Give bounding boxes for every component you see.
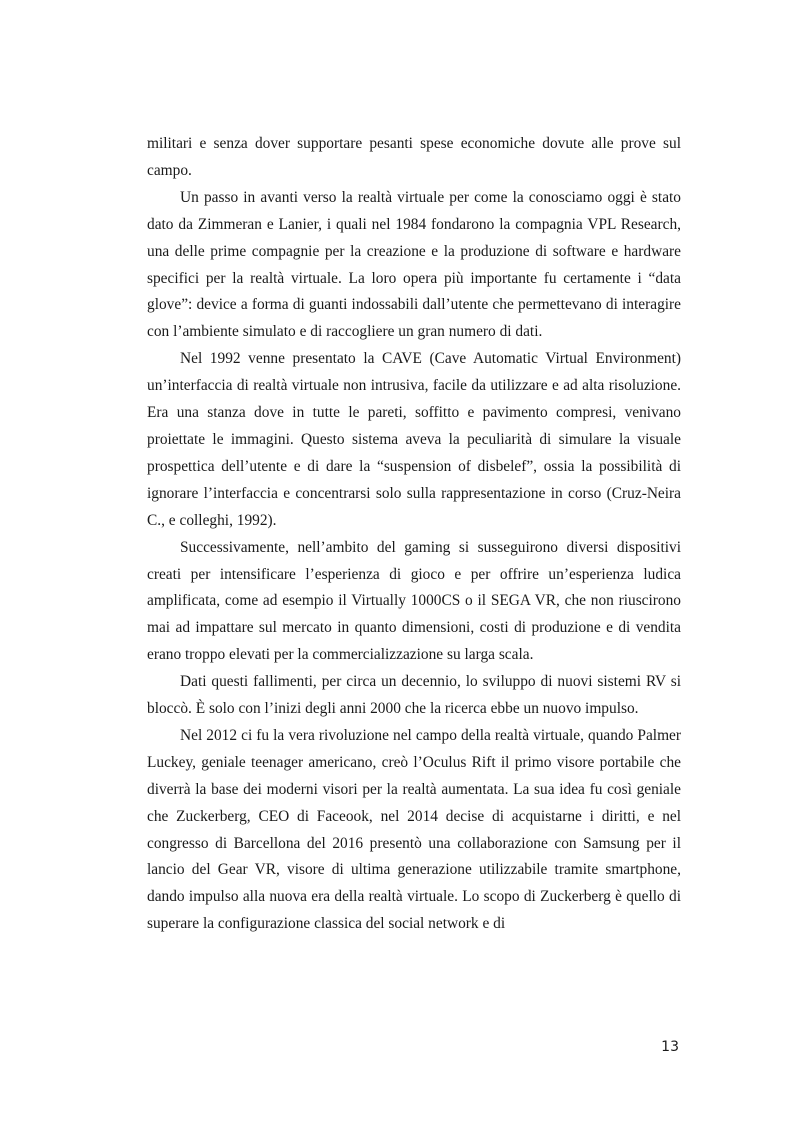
paragraph-vpl-research: Un passo in avanti verso la realtà virtuale per come la conosciamo oggi è stato dato da Zimmeran e Lanier, i quali nel 1984 fondarono la compagnia VPL Research, una delle prime compagnie per la creazione e la produzione di software e hardware specifici per la realtà virtuale. La loro opera più importante fu certamente i “data glove”: device a forma di guanti indossabili dall’utente che permettevano di interagire con l’ambiente simulato e di raccogliere un gran numero di dati. <box>147 188 681 341</box>
body-text <box>147 131 681 938</box>
paragraph-continued: militari e senza dover supportare pesanti spese economiche dovute alle prove sul campo. <box>147 135 681 179</box>
paragraph-failures: Dati questi fallimenti, per circa un decennio, lo sviluppo di nuovi sistemi RV si bloccò. È solo con l’inizi degli anni 2000 che la ricerca ebbe un nuovo impulso. <box>147 673 681 718</box>
paragraph-gaming: Successivamente, nell’ambito del gaming si susseguirono diversi dispositivi creati per intensificare l’esperienza di gioco e per offrire un’esperienza ludica amplificata, come ad esempio il Virtually 1000CS o il SEGA VR, che non riuscirono mai ad impattare sul mercato in quanto dimensioni, costi di produzione e di vendita erano troppo elevati per la commercializzazione su larga scala. <box>147 538 681 664</box>
paragraph-oculus-rift: Nel 2012 ci fu la vera rivoluzione nel campo della realtà virtuale, quando Palmer Luckey, geniale teenager americano, creò l’Oculus Rift il primo visore portabile che diverrà la base dei moderni visori per la realtà aumentata. La sua idea fu così geniale che Zuckerberg, CEO di Faceook, nel 2014 decise di acquistarne i diritti, e nel congresso di Barcellona del 2016 presentò una collaborazione con Samsung per il lancio del Gear VR, visore di ultima generazione utilizzabile tramite smartphone, dando impulso alla nuova era della realtà virtuale. Lo scopo di Zuckerberg è quello di superare la configurazione classica del social network e di <box>147 726 681 933</box>
page-number: 13 <box>661 1039 679 1055</box>
paragraph-cave: Nel 1992 venne presentato la CAVE (Cave Automatic Virtual Environment) un’interfaccia di realtà virtuale non intrusiva, facile da utilizzare e ad alta risoluzione. Era una stanza dove in tutte le pareti, soffitto e pavimento compresi, venivano proiettate le immagini. Questo sistema aveva la peculiarità di simulare la visuale prospettica dell’utente e di dare la “suspension of disbelef”, ossia la possibilità di ignorare l’interfaccia e concentrarsi solo sulla rappresentazione in corso (Cruz-Neira C., e colleghi, 1992). <box>147 350 681 529</box>
